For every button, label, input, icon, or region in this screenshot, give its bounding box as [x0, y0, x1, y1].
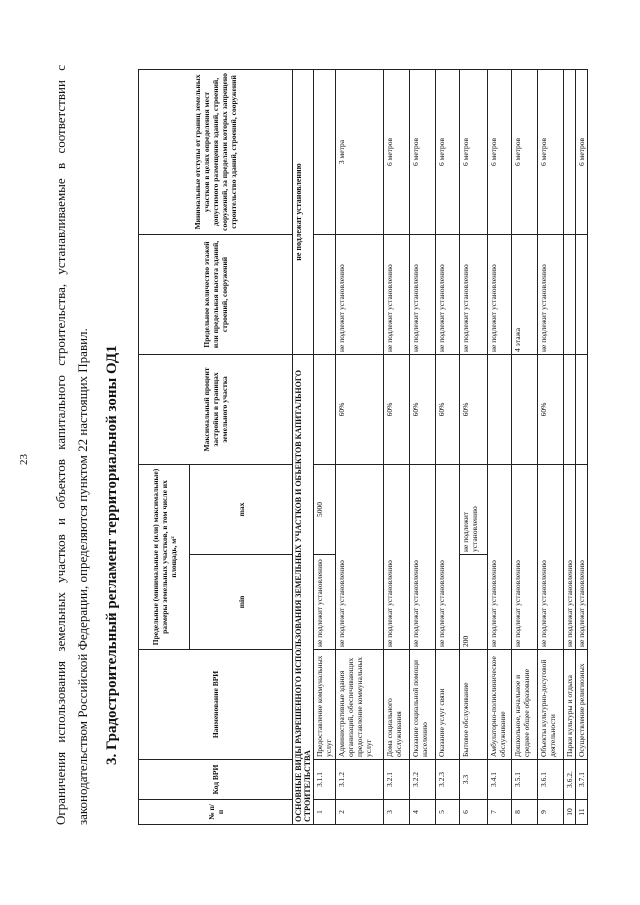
cell-n: 9 — [538, 800, 564, 825]
cell-name: Оказание социальной помощи населению — [410, 650, 436, 760]
cell-minmax: не подлежат установлению — [512, 464, 538, 649]
cell-floors: не подлежит установлению — [538, 234, 564, 354]
cell-minmax: не подлежат установлению — [384, 464, 410, 649]
cell-name: Парки культуры и отдыха — [564, 650, 576, 760]
header-floors: Предельное количество этажей или предельная высота зданий, строений, сооружений — [139, 234, 293, 354]
header-row — [139, 69, 190, 824]
cell-n: 8 — [512, 800, 538, 825]
cell-floors — [576, 234, 588, 354]
header-code: Код ВРИ — [139, 760, 293, 800]
table-row — [512, 69, 538, 824]
cell-n: 2 — [336, 800, 384, 825]
cell-pct: 60% — [538, 354, 564, 464]
cell-pct — [488, 354, 512, 464]
regulation-table — [138, 69, 588, 825]
cell-name: Дошкольное, начальное и среднее общее образование — [512, 650, 538, 760]
cell-setback — [564, 69, 576, 234]
cell-code: 3.2.1 — [384, 760, 410, 800]
table-row — [336, 69, 384, 824]
table-row — [410, 69, 436, 824]
table-row — [564, 69, 576, 824]
cell-pct: 60% — [336, 354, 384, 464]
table-row — [488, 69, 512, 824]
cell-setback: 6 метров — [576, 69, 588, 234]
table-row — [576, 69, 588, 824]
table-row — [314, 69, 336, 824]
cell-code: 3.1.1 — [314, 760, 336, 800]
cell-setback: 6 метров — [410, 69, 436, 234]
cell-floors: не подлежит установлению — [460, 234, 488, 354]
section-heading: 3. Градостроительный регламент территориальной зоны ОД1 — [104, 345, 120, 765]
cell-max: 5000 — [314, 464, 336, 554]
cell-name: Административные здания организаций, обеспечивающих предоставление коммунальных услуг — [336, 650, 384, 760]
cell-n: 11 — [576, 800, 588, 825]
header-size: Предельные (минимальные и (или) максимальные) размеры земельных участков, в том числе их площадь, м² — [139, 464, 190, 649]
cell-setback: 6 метров — [460, 69, 488, 234]
cell-code: 3.6.1 — [538, 760, 564, 800]
cell-pct: 60% — [436, 354, 460, 464]
cell-minmax: не подлежат установлению — [576, 464, 588, 649]
cell-floors — [564, 234, 576, 354]
cell-name: Осуществление религиозных — [576, 650, 588, 760]
cell-code: 3.4.1 — [488, 760, 512, 800]
table-row — [384, 69, 410, 824]
cell-minmax: не подлежат установлению — [436, 464, 460, 649]
cell-code: 3.1.2 — [336, 760, 384, 800]
cell-name: Оказание услуг связи — [436, 650, 460, 760]
cell-name: Бытовое обслуживание — [460, 650, 488, 760]
cell-minmax: не подлежат установлению — [488, 464, 512, 649]
cell-floors: 4 этажа — [512, 234, 538, 354]
page-number: 23 — [18, 454, 30, 465]
cell-setback — [314, 69, 336, 234]
cell-setback: 6 метров — [512, 69, 538, 234]
table-row — [436, 69, 460, 824]
cell-code: 3.3 — [460, 760, 488, 800]
cell-floors: не подлежит установлению — [488, 234, 512, 354]
cell-floors: не подлежит установлению — [336, 234, 384, 354]
cell-max: не подлежит установлению — [460, 464, 488, 554]
table-row — [538, 69, 564, 824]
header-name: Наименование ВРИ — [139, 650, 293, 760]
cell-code: 3.2.2 — [410, 760, 436, 800]
cell-setback: 3 метра — [336, 69, 384, 234]
header-percent: Максимальный процент застройки в границах земельного участка — [139, 354, 293, 464]
section-note: не подлежат установлению — [293, 69, 314, 354]
cell-name: Объекты культурно-досуговой деятельности — [538, 650, 564, 760]
cell-floors: не подлежит установлению — [436, 234, 460, 354]
cell-floors: не подлежит установлению — [384, 234, 410, 354]
cell-setback: 6 метров — [384, 69, 410, 234]
cell-setback: 6 метров — [488, 69, 512, 234]
cell-minmax: не подлежат установлению — [410, 464, 436, 649]
cell-minmax: не подлежат установлению — [564, 464, 576, 649]
cell-n: 7 — [488, 800, 512, 825]
cell-min: не подлежит установлению — [314, 555, 336, 650]
cell-floors: не подлежит установлению — [410, 234, 436, 354]
cell-minmax: не подлежат установлению — [538, 464, 564, 649]
cell-pct — [512, 354, 538, 464]
intro-paragraph: Ограничения использования земельных участков и объектов капитального строительства, устанавливаемые в соответствии с законодательством Российской Федерации, определяются пунктом 22 настоящих Правил. — [53, 65, 90, 825]
cell-setback: 6 метров — [436, 69, 460, 234]
cell-n: 6 — [460, 800, 488, 825]
cell-pct — [564, 354, 576, 464]
cell-minmax: не подлежат установлению — [336, 464, 384, 649]
section-title: ОСНОВНЫЕ ВИДЫ РАЗРЕШЕННОГО ИСПОЛЬЗОВАНИЯ ЗЕМЕЛЬНЫХ УЧАСТКОВ И ОБЪЕКТОВ КАПИТАЛЬНОГО СТРОИТЕЛЬСТВА — [293, 354, 314, 824]
cell-min: 200 — [460, 555, 488, 650]
cell-pct: 60% — [460, 354, 488, 464]
cell-code: 3.5.1 — [512, 760, 538, 800]
header-min: min — [190, 555, 293, 650]
cell-pct — [576, 354, 588, 464]
cell-floors — [314, 234, 336, 354]
cell-pct: 60% — [384, 354, 410, 464]
cell-name: Амбулаторно-поликлиническое обслуживание — [488, 650, 512, 760]
cell-n: 4 — [410, 800, 436, 825]
cell-name: Предоставление коммунальных услуг — [314, 650, 336, 760]
cell-name: Дома социального обслуживания — [384, 650, 410, 760]
header-max: max — [190, 464, 293, 554]
cell-n: 10 — [564, 800, 576, 825]
cell-setback: 6 метров — [538, 69, 564, 234]
cell-pct — [314, 354, 336, 464]
table-row — [460, 69, 488, 824]
section-row — [293, 69, 314, 824]
header-num: № п/п — [139, 800, 293, 825]
cell-code: 3.6.2. — [564, 760, 576, 800]
cell-n: 5 — [436, 800, 460, 825]
cell-pct: 60% — [410, 354, 436, 464]
cell-n: 3 — [384, 800, 410, 825]
cell-code: 3.2.3 — [436, 760, 460, 800]
cell-code: 3.7.1 — [576, 760, 588, 800]
cell-n: 1 — [314, 800, 336, 825]
table-body — [293, 69, 588, 824]
header-setback: Минимальные отступы от границ земельных участков в целях определения мест допустимого размещения зданий, строений, сооружений, за пределами которых запрещено строительство зданий, строений, сооружений — [139, 69, 293, 234]
